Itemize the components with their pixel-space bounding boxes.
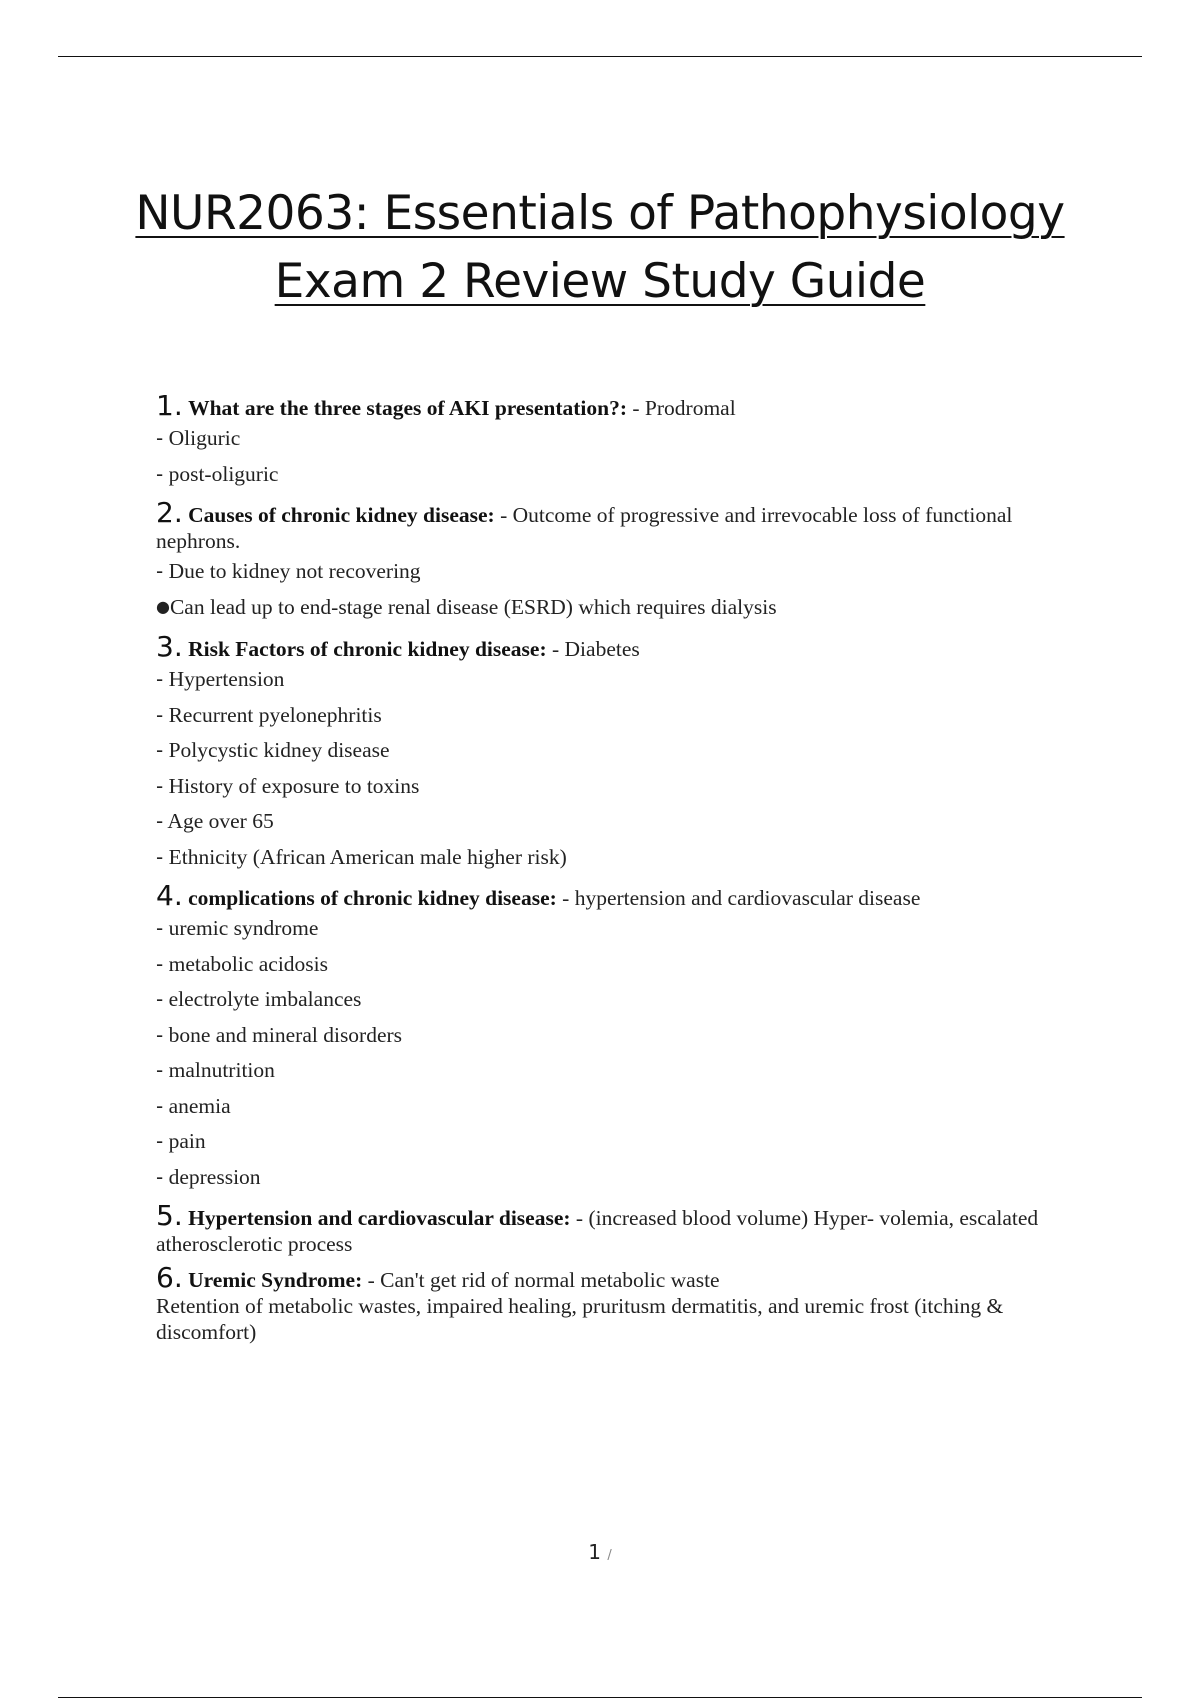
bottom-rule [58, 1697, 1142, 1698]
question-title: complications of chronic kidney disease: [188, 886, 557, 910]
bullet-item: ●Can lead up to end-stage renal disease (ESRD) which requires dialysis [156, 594, 777, 619]
question-number: 1. [156, 389, 183, 422]
question-paragraph: Retention of metabolic wastes, impaired healing, pruritusm dermatitis, and uremic frost (itching & discomfort) [156, 1294, 1004, 1344]
question-lead: - (increased blood volume) Hyper- volemia, escalated atherosclerotic process [156, 1206, 1039, 1256]
question-title: Uremic Syndrome: [188, 1268, 363, 1292]
list-item: - Due to kidney not recovering [156, 559, 421, 583]
list-item: - Age over 65 [156, 809, 274, 833]
title-line-2: Exam 2 Review Study Guide [274, 254, 926, 309]
top-rule [58, 56, 1142, 57]
question-title: What are the three stages of AKI presentation?: [188, 396, 628, 420]
title-line-1: NUR2063: Essentials of Pathophysiology [135, 186, 1065, 241]
list-item: - Hypertension [156, 667, 285, 691]
list-item: - uremic syndrome [156, 916, 319, 940]
list-item: - pain [156, 1129, 206, 1153]
question-title: Risk Factors of chronic kidney disease: [188, 637, 547, 661]
list-item: - anemia [156, 1093, 231, 1118]
question-title: Causes of chronic kidney disease: [188, 503, 495, 527]
list-item: - Polycystic kidney disease [156, 738, 390, 762]
question-lead: - Can't get rid of normal metabolic waste [362, 1268, 720, 1292]
list-item: - History of exposure to toxins [156, 773, 420, 798]
question-number: 2. [156, 496, 183, 529]
question-lead: - hypertension and cardiovascular disease [556, 886, 921, 910]
question-number: 4. [156, 879, 183, 912]
question-2 [156, 496, 1091, 626]
question-lead: - Prodromal [627, 396, 736, 420]
question-3 [156, 630, 1091, 875]
question-6 [156, 1261, 1091, 1345]
list-item: - Oliguric [156, 426, 241, 450]
page-number: 1 / [588, 1540, 612, 1564]
question-number: 3. [156, 630, 183, 663]
study-guide-content [156, 389, 1091, 1353]
question-4 [156, 879, 1091, 1195]
list-item: - electrolyte imbalances [156, 987, 362, 1011]
list-item: - post-oliguric [156, 461, 279, 486]
list-item: - metabolic acidosis [156, 951, 329, 976]
page-title [60, 180, 1140, 316]
list-item: - depression [156, 1164, 261, 1189]
question-5 [156, 1199, 1091, 1257]
question-number: 5. [156, 1199, 183, 1232]
bullet-icon: ● [156, 596, 170, 616]
question-number: 6. [156, 1261, 183, 1294]
question-lead: - Diabetes [546, 637, 640, 661]
question-lead: - Outcome of progressive and irrevocable loss of functional nephrons. [156, 503, 1013, 553]
list-item: - Recurrent pyelonephritis [156, 702, 382, 727]
list-item: - malnutrition [156, 1058, 275, 1082]
list-item: - Ethnicity (African American male higher risk) [156, 844, 567, 869]
question-1 [156, 389, 1091, 492]
question-title: Hypertension and cardiovascular disease: [188, 1206, 571, 1230]
list-item: - bone and mineral disorders [156, 1022, 403, 1047]
